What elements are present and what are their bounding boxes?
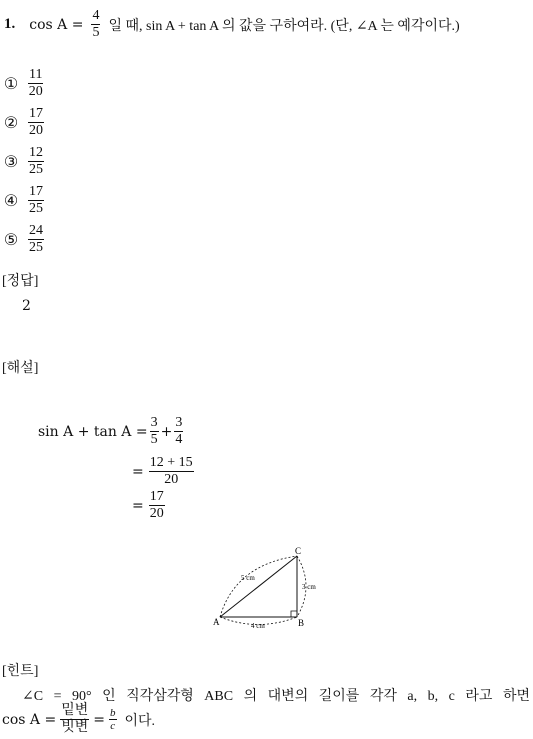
triangle-diagram	[205, 540, 335, 635]
equals-sign: =	[93, 711, 105, 728]
question-frac-den: 5	[92, 25, 100, 40]
explanation-frac-2	[174, 415, 183, 448]
answer-value: 2	[22, 298, 31, 314]
choice-marker: ①	[3, 75, 19, 93]
frac-den: 20	[149, 506, 164, 521]
height-label: 3 cm	[302, 583, 316, 591]
choice-marker: ⑤	[3, 231, 19, 249]
frac-den: c	[110, 720, 116, 732]
question-lhs: cos A =	[29, 16, 84, 33]
explanation-label: [해설]	[2, 361, 39, 376]
choice-num: 11	[29, 67, 43, 82]
choice-den: 25	[29, 201, 43, 216]
hint-label: [힌트]	[2, 664, 39, 679]
frac-num: 17	[149, 489, 164, 504]
choice-marker: ③	[3, 153, 19, 171]
choice-list	[2, 64, 46, 259]
vertex-a-label: A	[213, 617, 220, 627]
question-fraction	[91, 8, 100, 41]
explanation-line-1	[38, 415, 185, 448]
choice-num: 17	[29, 184, 43, 199]
explanation-lhs: sin A + tan A =	[38, 423, 148, 440]
choice-3[interactable]	[2, 142, 46, 181]
choice-1[interactable]	[2, 64, 46, 103]
question-frac-num: 4	[92, 8, 100, 23]
choice-den: 25	[29, 162, 43, 177]
vertex-c-label: C	[295, 546, 302, 556]
question-text: 일 때, sin A + tan A 의 값을 구하여라. (단, ∠A 는 예각이다.)	[108, 18, 460, 34]
frac-den: 5	[150, 432, 158, 447]
question-number: 1.	[4, 16, 16, 32]
answer-label: [정답]	[2, 274, 39, 289]
choice-num: 24	[29, 223, 43, 238]
choice-fraction	[28, 145, 44, 178]
hint-tail: 이다.	[124, 713, 156, 729]
choice-den: 25	[29, 240, 43, 255]
choice-5[interactable]	[2, 220, 46, 259]
hypotenuse-label: 5 cm	[241, 574, 255, 582]
frac-den: 4	[175, 432, 183, 447]
hint-line-2	[2, 703, 155, 736]
choice-den: 20	[29, 123, 43, 138]
frac-num: 12 + 15	[149, 455, 193, 470]
right-angle-mark	[291, 611, 297, 617]
frac-num: 3	[150, 415, 158, 430]
base-label: 4 cm	[251, 622, 265, 630]
explanation-line-3	[132, 489, 167, 522]
choice-num: 12	[29, 145, 43, 160]
choice-marker: ④	[3, 192, 19, 210]
choice-fraction	[28, 184, 44, 217]
choice-marker: ②	[3, 114, 19, 132]
equals-sign: =	[132, 463, 144, 480]
hypotenuse-line	[220, 556, 297, 617]
frac-num: 3	[175, 415, 183, 430]
explanation-frac-1	[150, 415, 159, 448]
hint-frac-2	[109, 707, 117, 732]
frac-den: 20	[164, 472, 179, 487]
choice-fraction	[28, 106, 44, 139]
question-line	[4, 8, 460, 41]
choice-num: 17	[29, 106, 43, 121]
explanation-frac-3	[149, 455, 194, 488]
vertex-b-label: B	[298, 618, 305, 628]
hint-lhs: cos A =	[2, 711, 57, 728]
frac-den: 빗변	[61, 720, 89, 735]
choice-fraction	[28, 67, 43, 100]
choice-den: 20	[28, 84, 43, 99]
explanation-line-2	[132, 455, 196, 488]
choice-4[interactable]	[2, 181, 46, 220]
plus-sign: +	[160, 423, 173, 440]
hint-frac-1	[60, 703, 89, 736]
explanation-frac-4	[149, 489, 165, 522]
hint-line-1: ∠C = 90° 인 직각삼각형 ABC 의 대변의 길이를 각각 a, b, c 라고 하면	[22, 689, 530, 704]
choice-fraction	[28, 223, 44, 256]
choice-2[interactable]	[2, 103, 46, 142]
frac-num: b	[110, 707, 116, 719]
frac-num: 밑변	[61, 703, 89, 718]
equals-sign: =	[132, 497, 144, 514]
